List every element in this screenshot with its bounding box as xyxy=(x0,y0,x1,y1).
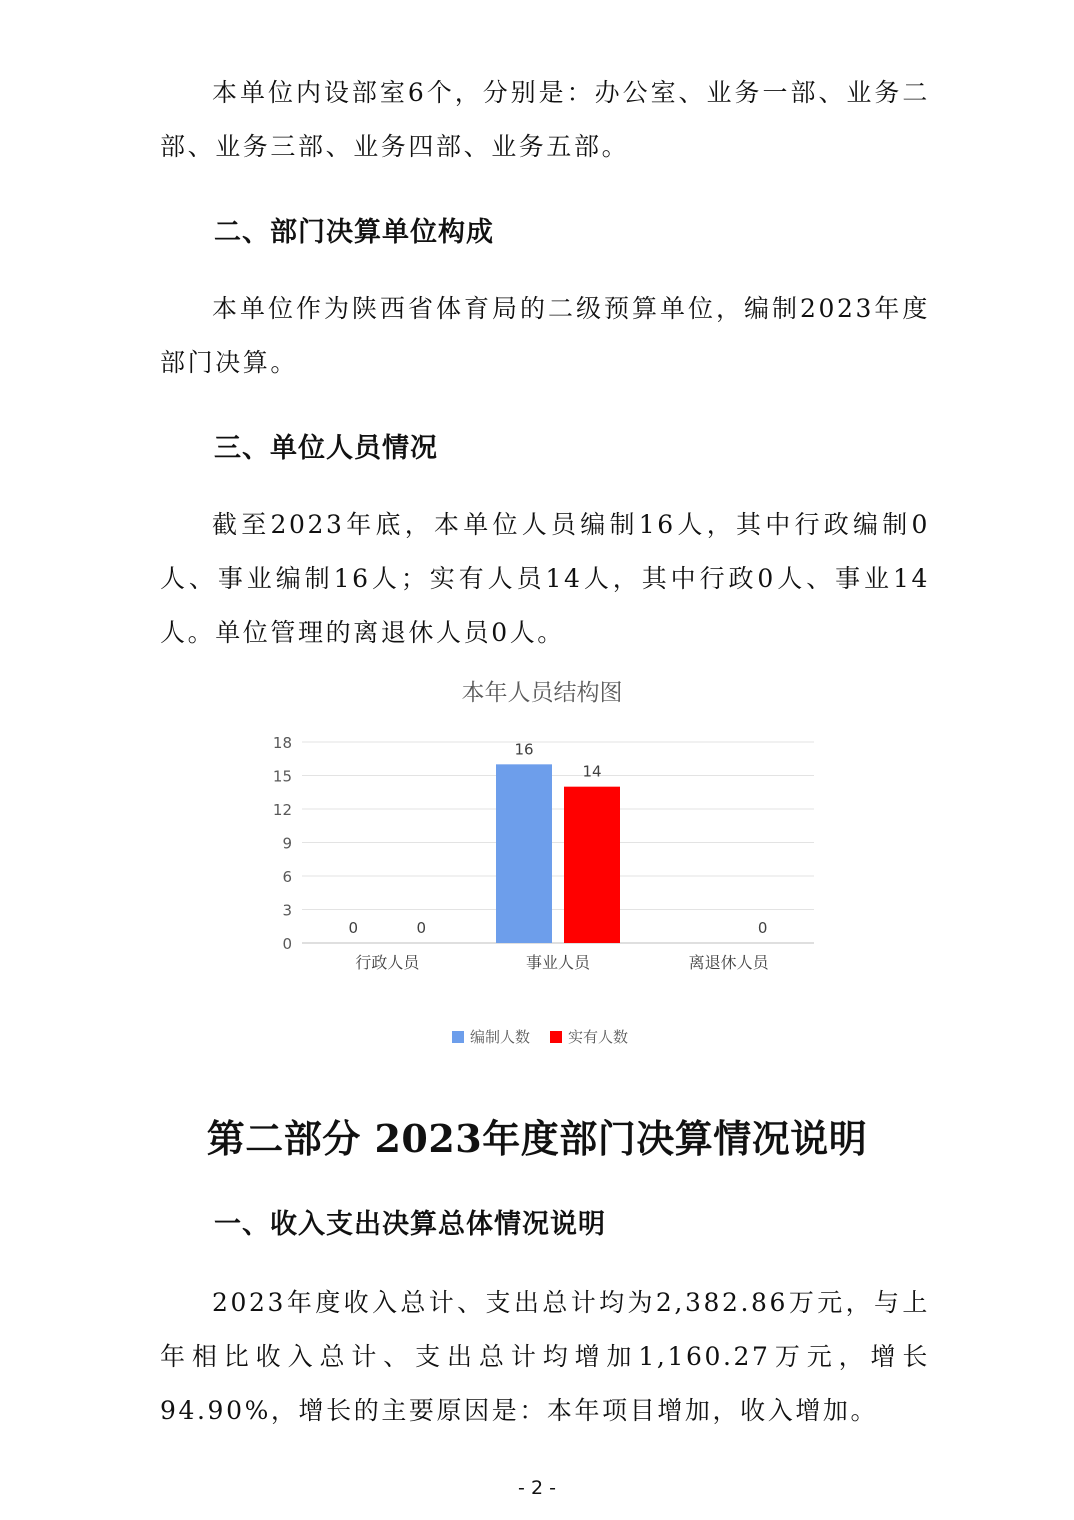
legend-label: 编制人数 xyxy=(470,1028,531,1046)
legend-label: 实有人数 xyxy=(568,1028,629,1046)
legend-swatch xyxy=(452,1031,464,1043)
y-tick-label: 3 xyxy=(282,901,292,920)
part-two-title: 第二部分 2023年度部门决算情况说明 xyxy=(206,1116,868,1161)
y-tick-label: 15 xyxy=(272,767,292,786)
heading-income-expense: 一、收入支出决算总体情况说明 xyxy=(214,1209,606,1240)
heading-unit-composition: 二、部门决算单位构成 xyxy=(214,217,494,248)
y-tick-label: 6 xyxy=(282,868,292,886)
data-label: 0 xyxy=(348,919,359,937)
legend-swatch xyxy=(550,1031,562,1043)
data-label: 14 xyxy=(582,762,602,781)
page-number: - 2 - xyxy=(518,1477,556,1499)
x-tick-label: 行政人员 xyxy=(355,953,420,972)
chart-title: 本年人员结构图 xyxy=(461,680,623,706)
y-tick-label: 18 xyxy=(272,734,292,752)
x-tick-label: 离退休人员 xyxy=(688,953,769,972)
data-label: 16 xyxy=(514,740,534,759)
bar xyxy=(496,764,552,943)
data-label: 0 xyxy=(757,919,768,937)
paragraph-unit-composition: 本单位作为陕西省体育局的二级预算单位，编制2023年度部门决算。 xyxy=(160,294,930,377)
y-tick-label: 12 xyxy=(272,801,292,819)
paragraph-income-expense: 2023年度收入总计、支出总计均为2,382.86万元，与上年相比收入总计、支出总计均增加1,160.27万元，增长94.90%，增长的主要原因是：本年项目增加，收入增加。 xyxy=(160,1288,930,1425)
data-label: 0 xyxy=(416,919,427,937)
heading-staff-situation: 三、单位人员情况 xyxy=(214,433,438,464)
y-tick-label: 0 xyxy=(282,935,292,953)
staff-structure-chart xyxy=(256,670,836,1060)
paragraph-staff-situation: 截至2023年底，本单位人员编制16人，其中行政编制0人、事业编制16人；实有人员14人，其中行政0人、事业14人。单位管理的离退休人员0人。 xyxy=(160,510,930,647)
bar xyxy=(564,787,620,943)
y-tick-label: 9 xyxy=(282,834,292,853)
x-tick-label: 事业人员 xyxy=(525,953,591,972)
paragraph-departments: 本单位内设部室6个，分别是：办公室、业务一部、业务二部、业务三部、业务四部、业务五部。 xyxy=(160,78,930,161)
